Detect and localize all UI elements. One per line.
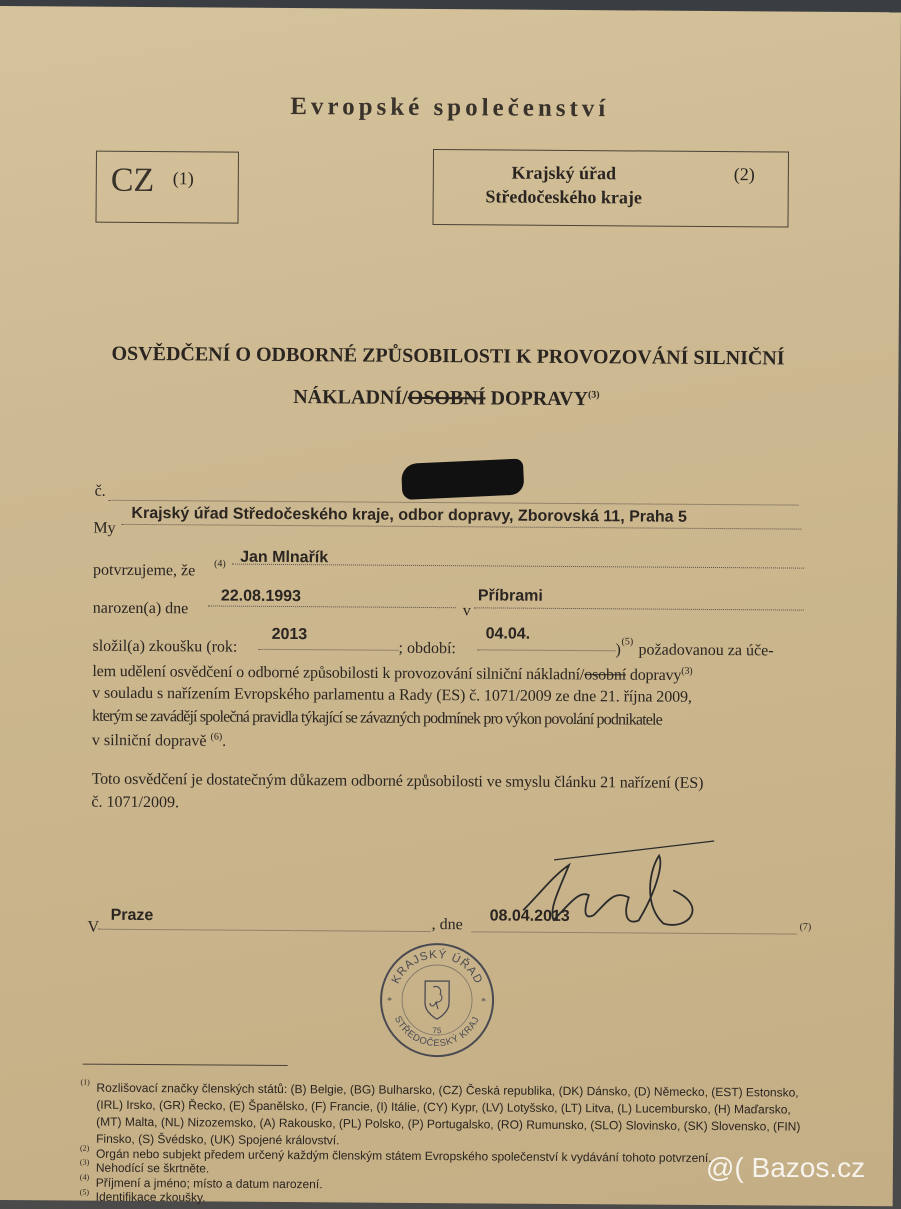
signature-icon	[513, 835, 744, 947]
footnote1-line2: (IRL) Irsko, (GR) Řecko, (E) Španělsko, (F) Francie, (I) Itálie, (CY) Kypr, (LV) Lotyšsko, (LT) Litva, (L) Lucembursko, (H) Maďarsko,	[96, 1097, 791, 1117]
authority-box	[432, 149, 789, 227]
exam-period-line	[478, 649, 616, 651]
authority-line1: Krajský úřad	[511, 162, 617, 184]
svg-text:*: *	[387, 995, 393, 1007]
body-line1	[92, 662, 692, 686]
number-label: č.	[94, 482, 106, 500]
exam-label: složil(a) zkoušku (rok:	[92, 637, 238, 656]
place-line	[99, 929, 431, 932]
stamp-top-text: KRAJSKÝ ÚŘAD	[389, 948, 485, 987]
body-p2-line1: Toto osvědčení je dostatečným důkazem odborné způsobilosti ve smyslu článku 21 nařízení (ES)	[91, 770, 704, 792]
exam-period: 04.04.	[485, 625, 531, 643]
date-note: (7)	[799, 921, 812, 933]
period-close: )	[615, 641, 621, 659]
in-label: v	[462, 602, 471, 620]
footnote1-line3: (MT) Malta, (NL) Nizozemsko, (A) Rakousko, (PL) Polsko, (P) Portugalsko, (RO) Rumunsko, (SLO) Slovinsko, (SK) Slovensko, (FIN)	[96, 1114, 801, 1134]
exam-year: 2013	[271, 625, 308, 644]
body-line4-text: v silniční dopravě	[91, 731, 207, 750]
body-line1-b: dopravy	[625, 666, 682, 685]
authority-line2: Středočeského kraje	[485, 186, 642, 208]
birth-date-line	[208, 605, 456, 608]
official-stamp	[378, 941, 497, 1060]
country-box	[95, 151, 238, 224]
body-line4	[92, 731, 226, 751]
confirm-label: potvrzujeme, že	[93, 561, 196, 580]
svg-text:*: *	[481, 996, 487, 1008]
footnote-rule	[83, 1064, 288, 1066]
date-value: 08.04.2013	[489, 907, 570, 925]
period-tail: požadovanou za úče-	[638, 641, 774, 660]
certificate-title-line2	[293, 386, 600, 411]
born-label: narozen(a) dne	[92, 599, 189, 618]
holder-name: Jan Mlnařík	[240, 548, 329, 567]
stamp-bottom-text: STŘEDOČESKÝ KRAJ	[391, 1014, 482, 1050]
confirm-note: (4)	[214, 558, 226, 570]
certificate-title-line1: OSVĚDČENÍ O ODBORNÉ ZPŮSOBILOSTI K PROVOZOVÁNÍ SILNIČNÍ	[111, 342, 785, 370]
birth-place-line	[474, 607, 804, 610]
title-suffix: DOPRAVY	[485, 387, 589, 411]
footnote3-marker: (3)	[79, 1157, 90, 1167]
period-label: ; období:	[398, 639, 456, 658]
birth-date: 22.08.1993	[220, 587, 302, 606]
country-code: CZ	[110, 161, 155, 200]
footnote1-line1: Rozlišovací značky členských států: (B) Belgie, (BG) Bulharsko, (CZ) Česká republika, (DK) Dánsko, (D) Německo, (EST) Estonsko,	[96, 1080, 799, 1100]
watermark-logo: @( Bazos.cz	[706, 1152, 866, 1183]
title-note: (3)	[587, 389, 600, 401]
footnote2: Orgán nebo subjekt předem určený každým členským státem Evropského společenství k vydávání tohoto potvrzení.	[95, 1146, 712, 1165]
period-note: (5)	[621, 636, 634, 648]
body-line2: v souladu s nařízením Evropského parlamentu a Rady (ES) č. 1071/2009 ze dne 21. října 2009,	[92, 684, 692, 706]
footnote4: Příjmení a jméno; místo a datum narození.	[95, 1175, 323, 1192]
birth-place: Příbrami	[477, 587, 543, 605]
footnote5-marker: (5)	[79, 1187, 90, 1197]
body-p2-line2: č. 1071/2009.	[91, 793, 180, 812]
stamp-number: 75	[432, 1026, 442, 1036]
we-label: My	[93, 519, 116, 537]
body-line1-struck: osobní	[584, 666, 627, 684]
place-label: V	[87, 918, 100, 936]
body-line4-note: (6)	[210, 731, 223, 743]
exam-year-line	[259, 649, 399, 651]
issuer-value: Krajský úřad Středočeského kraje, odbor dopravy, Zborovská 11, Praha 5	[131, 504, 687, 526]
community-heading: Evropské společenství	[290, 93, 610, 123]
body-line3: kterým se zavádějí společná pravidla týkající se závazných podmínek pro výkon povolání podnikatele	[91, 707, 662, 729]
body-line1-a: lem udělení osvědčení o odborné způsobilosti k provozování silniční nákladní/	[92, 662, 585, 684]
country-note: (1)	[172, 168, 194, 189]
body-line1-note: (3)	[681, 665, 693, 677]
title-prefix: NÁKLADNÍ/	[293, 386, 408, 409]
body-line4-end: .	[222, 732, 227, 750]
footnote1-marker: (1)	[80, 1077, 90, 1087]
footnote2-marker: (2)	[79, 1143, 90, 1153]
footnote1-line4: Finsko, (S) Švédsko, (UK) Spojené království.	[96, 1131, 340, 1148]
place-value: Praze	[110, 906, 154, 925]
authority-note: (2)	[733, 164, 755, 185]
footnote4-marker: (4)	[79, 1172, 90, 1182]
redaction-mark	[401, 458, 525, 499]
footnote3: Nehodící se škrtněte.	[95, 1160, 210, 1176]
footnote5: Identifikace zkoušky.	[95, 1189, 206, 1205]
title-struck: OSOBNÍ	[407, 386, 486, 410]
certificate-paper	[0, 6, 901, 1206]
date-label: , dne	[431, 916, 463, 934]
